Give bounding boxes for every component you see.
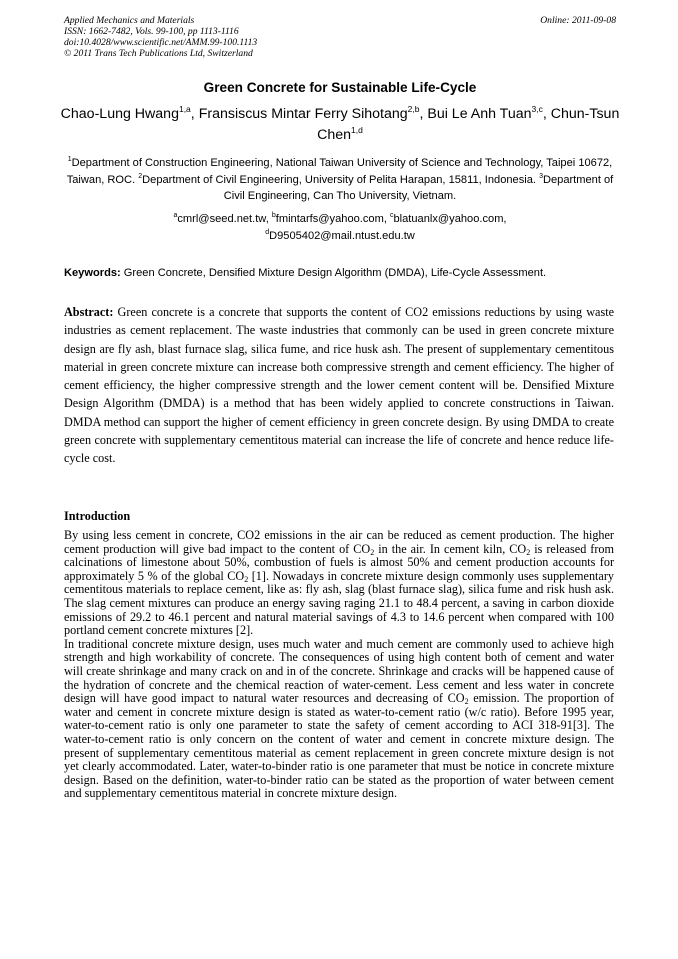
subscript: 2 xyxy=(464,697,469,707)
keywords xyxy=(64,266,624,281)
subscript: 2 xyxy=(526,547,531,557)
email-address: blatuanlx@yahoo.com, xyxy=(393,213,507,225)
subscript: 2 xyxy=(244,574,249,584)
email-marker: d xyxy=(265,228,270,236)
affiliations xyxy=(60,155,620,205)
paper-title: Green Concrete for Sustainable Life-Cycle xyxy=(203,80,477,95)
author-separator: , xyxy=(542,106,551,122)
paragraph-text: [1]. Nowadays in concrete mixture design commonly uses supplementary cementitous materials to replace cement, like as: fly ash, slag (blast furnace slag), silica fume and risk hush ask. The slag cement mixtures can produce an energy saving raging 21.1 to 48.4 percent, a saving in carbon dioxide emissions of 29.2 to 46.1 percent and natural material savings of 4.3 to 14.6 percent when compared with 100 portland cement concrete mixtures [2]. xyxy=(64,568,614,638)
affiliation-text: Department of Construction Engineering, National Taiwan University of Science and Technology, Taipei 10672, Taiwan, ROC. xyxy=(66,157,613,186)
abstract xyxy=(64,303,614,468)
paragraph-text: emission. The proportion of water and cement in concrete mixture design is stated as water-to-cement ratio (w/c ratio). Before 1995 year, water-to-cement ratio is only one parameter to state the safety of cement according to ACI 318-91[3]. The water-to-cement ratio is only concern on the content of water and cement in concrete mixture design. The present of supplementary cementitous material as cement replacement in green concrete mixture design is not yet clearly accommodated. Later, water-to-binder ratio is one parameter that must be notice in concrete mixture design. Based on the definition, water-to-binder ratio can be stated as the proportion of water between cement and supplementary cementitous material in concrete mixture design. xyxy=(64,691,614,801)
affiliation-marker: 3 xyxy=(539,172,543,180)
author-name: Chao-Lung Hwang xyxy=(60,106,179,122)
journal-doi: doi:10.4028/www.scientific.net/AMM.99-100.1113 xyxy=(64,37,258,48)
author-separator: , xyxy=(419,106,428,122)
paragraph xyxy=(64,529,614,638)
journal-name: Applied Mechanics and Materials xyxy=(64,15,195,26)
affiliation-text: Department of Civil Engineering, University of Pelita Harapan, 15811, Indonesia. xyxy=(142,173,540,186)
email-address: cmrl@seed.net.tw, xyxy=(177,213,272,225)
author-list xyxy=(60,104,620,146)
journal-issn: ISSN: 1662-7482, Vols. 99-100, pp 1113-1116 xyxy=(64,26,239,37)
email-marker: a xyxy=(173,212,178,219)
author-marker: 1,a xyxy=(178,104,191,114)
abstract-text: Green concrete is a concrete that supports the content of CO2 emissions reductions by using waste industries as cement replacement. The waste industries that commonly can be used in green concrete mixture design are fly ash, blast furnace slag, silica fume, and rice husk ash. The present of supplementary cementitous material in green concrete mixture can increase both compressive strength and cement efficiency. The higher of cement efficiency, the higher compressive strength and the lower cement content will be. Densified Mixture Design Algorithm (DMDA) is a method that has been widely applied to concrete constructions in Taiwan. DMDA method can support the higher of cement efficiency in green concrete design. By using DMDA to create green concrete with supplementary cementitous material can increase the life of concrete and hence reduce life-cycle cost. xyxy=(64,305,614,466)
journal-header xyxy=(64,15,616,59)
author-separator: , xyxy=(190,106,199,122)
email-marker: c xyxy=(390,212,394,219)
author-name: Chun-Tsun Chen xyxy=(317,106,620,143)
affiliation-marker: 2 xyxy=(138,172,143,180)
author-name: Fransiscus Mintar Ferry Sihotang xyxy=(198,106,408,122)
paragraph-text: In traditional concrete mixture design, uses much water and much cement are commonly used to achieve high strength and high workability of concrete. The consequences of using high content both of cement and water will create shrinkage and many crack on and in of the concrete. Shrinkage and cracks will be happened cause of the hydration of concrete and the chemical reaction of water-cement. Less cement and less water in concrete design will have good impact to natural water resources and decreasing of CO xyxy=(64,636,614,706)
affiliation-text: Department of Civil Engineering, Can Tho University, Vietnam. xyxy=(223,173,614,202)
abstract-label: Abstract: xyxy=(64,305,114,319)
online-date: Online: 2011-09-08 xyxy=(540,15,616,26)
introduction-body xyxy=(64,529,614,801)
author-marker: 2,b xyxy=(407,104,420,114)
journal-copyright: © 2011 Trans Tech Publications Ltd, Switzerland xyxy=(64,48,253,59)
author-emails xyxy=(60,211,620,244)
subscript: 2 xyxy=(370,547,375,557)
author-marker: 3,c xyxy=(531,104,543,114)
keywords-label: Keywords: xyxy=(64,267,121,279)
email-address: D9505402@mail.ntust.edu.tw xyxy=(269,229,415,242)
paragraph-text: in the air. In cement kiln, CO xyxy=(374,541,527,556)
author-name: Bui Le Anh Tuan xyxy=(427,106,532,122)
keywords-text: Green Concrete, Densified Mixture Design Algorithm (DMDA), Life-Cycle Assessment. xyxy=(120,267,547,279)
email-marker: b xyxy=(271,212,276,219)
paragraph-text: is released from calcinations of limestone about 50%, combustion of fuels is almost 50% and cement production accounts for approximately 5 % of the global CO xyxy=(64,541,614,583)
affiliation-marker: 1 xyxy=(67,156,72,163)
section-heading-introduction: Introduction xyxy=(64,509,131,523)
paragraph-text: By using less cement in concrete, CO2 emissions in the air can be reduced as cement production. The higher cement production will give bad impact to the content of CO xyxy=(64,528,614,556)
paragraph xyxy=(64,638,614,801)
email-address: fmintarfs@yahoo.com, xyxy=(275,213,390,225)
author-marker: 1,d xyxy=(351,125,363,135)
